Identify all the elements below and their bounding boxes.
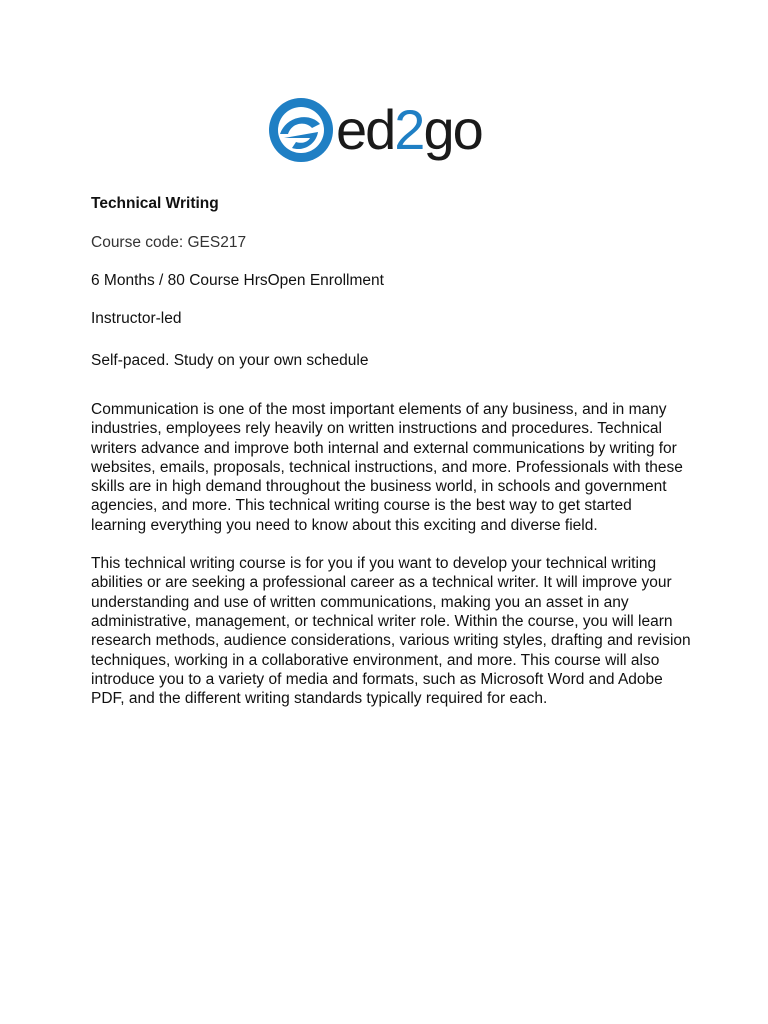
- course-pace: Self-paced. Study on your own schedule: [91, 352, 369, 369]
- ed2go-logo-graphic: [266, 94, 506, 168]
- course-code: Course code: GES217: [91, 234, 247, 251]
- description-paragraph-2: This technical writing course is for you if you want to develop your technical writing abilities or are seeking a professional career as a technical writer. It will improve your understanding and use of written communications, making you an asset in any administrative, management, or technical writer role. Within the course, you will learn research methods, audience considerations, various writing styles, drafting and revision techniques, working in a collaborative environment, and more. This course will also introduce you to a variety of media and formats, such as Microsoft Word and Adobe PDF, and the different writing standards typically required for each.: [91, 555, 691, 708]
- logo-text-go: go: [423, 98, 482, 161]
- svg-text:ed2go: [336, 98, 482, 161]
- ed2go-logo: [266, 94, 506, 168]
- course-duration: 6 Months / 80 Course HrsOpen Enrollment: [91, 272, 384, 289]
- logo-text-ed: ed: [336, 98, 395, 161]
- logo-emblem-icon: [269, 98, 333, 162]
- description-paragraph-1: Communication is one of the most important elements of any business, and in many industries, employees rely heavily on written instructions and procedures. Technical writers advance and improve both internal and external communications by writing for websites, emails, proposals, technical instructions, and more. Professionals with these skills are in high demand throughout the business world, in schools and government agencies, and more. This technical writing course is the best way to get started learning everything you need to know about this exciting and diverse field.: [91, 401, 683, 534]
- course-format: Instructor-led: [91, 310, 182, 327]
- course-title: Technical Writing: [91, 195, 219, 212]
- document-body: [91, 194, 691, 708]
- logo-text-2: 2: [394, 98, 424, 161]
